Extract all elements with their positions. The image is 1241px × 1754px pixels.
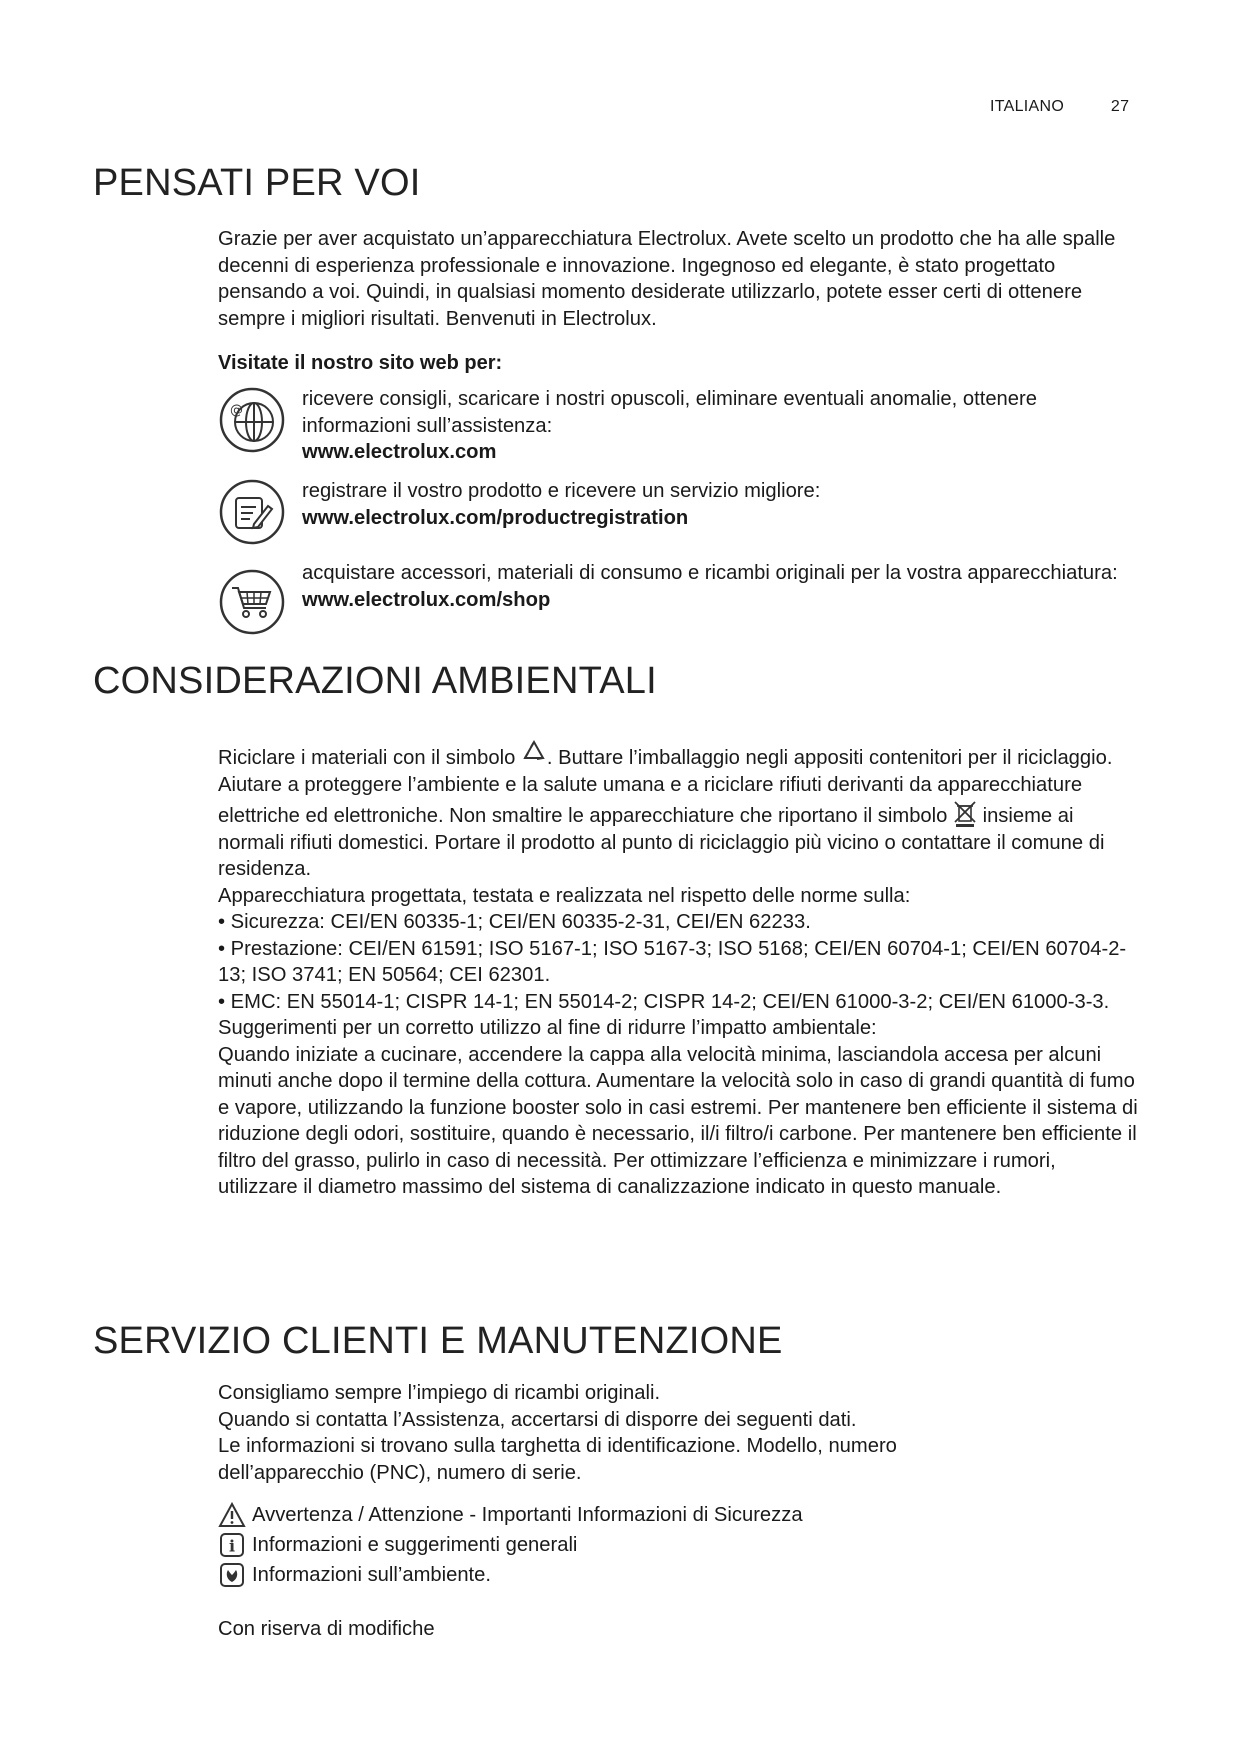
link-description: ricevere consigli, scaricare i nostri opuscoli, eliminare eventuali anomalie, ottenere informazioni sull’assistenza: [302,388,1037,437]
tips-text: Quando iniziate a cucinare, accendere la cappa alla velocità minima, lasciandola accesa per alcuni minuti anche dopo il termine della cottura. Aumentare la velocità solo in caso di grandi quantità di fumo e vapore, utilizzando la funzione booster solo in casi estremi. Per mantenere ben efficiente il sistema di riduzione degli odori, sostituire, quando è necessario, il/i filtro/i carbone. Per mantenere ben efficiente il filtro del grasso, pulirlo in caso di necessità. Per ottimizzare l’efficienza e minimizzare i rumori, utilizzare il diametro massimo del sistema di canalizzazione indicato in questo manuale. [218,1043,1138,1198]
registration-icon [218,478,286,546]
recycle-text-b: . Buttare l’imballaggio negli appositi contenitori per il riciclaggio. [546,747,1113,769]
footer-note: Con riserva di modifiche [218,1618,435,1640]
service-line-1: Consigliamo sempre l’impiego di ricambi originali. [218,1382,661,1404]
service-line-3: Le informazioni si trovano sulla targhetta di identificazione. Modello, numero dell’apparecchio (PNC), numero di serie. [218,1435,897,1484]
tips-intro: Suggerimenti per un corretto utilizzo al fine di ridurre l’impatto ambientale: [218,1017,877,1039]
environment-icon [218,1562,246,1588]
norm-performance: • Prestazione: CEI/EN 61591; ISO 5167-1; ISO 5167-3; ISO 5168; CEI/EN 60704-1; CEI/EN 60704-2-13; ISO 3741; EN 50564; CEI 62301. [218,937,1127,986]
recycling-symbol-icon [521,738,547,770]
link-url-website[interactable]: www.electrolux.com [302,441,497,463]
link-url-shop[interactable]: www.electrolux.com/shop [302,588,551,611]
legend-text: Avvertenza / Attenzione - Importanti Informazioni di Sicurezza [252,1504,803,1526]
crossed-bin-icon [953,798,977,828]
svg-text:i: i [228,1536,236,1556]
section-title-pensati: PENSATI PER VOI [93,162,421,204]
intro-text: Grazie per aver acquistato un’apparecchiatura Electrolux. Avete scelto un prodotto che ha alle spalle decenni di esperienza professionale e innovazione. Ingegnoso ed elegante, è stato progettato pensando a voi. Quindi, in qualsiasi momento desiderate utilizzarlo, potete esser certi di ottenere sempre i migliori risultati. Benvenuti in Electrolux. [218,228,1116,330]
service-body [218,1380,1138,1486]
page-number: 27 [1110,98,1130,115]
legend-text: Informazioni sull’ambiente. [252,1564,491,1586]
link-description: registrare il vostro prodotto e ricevere un servizio migliore: [302,480,821,502]
shopping-cart-icon [218,568,286,636]
legend-item-environment [218,1560,803,1590]
info-icon [218,1532,246,1558]
weee-text-a: Aiutare a proteggere l’ambiente e la salute umana e a riciclare rifiuti derivanti da apparecchiature elettriche ed elettroniche. Non smaltire le apparecchiature che riportano il simbolo [218,773,1083,827]
legend-item-warning [218,1500,803,1530]
service-line-2: Quando si contatta l’Assistenza, accertarsi di disporre dei seguenti dati. [218,1408,857,1431]
legend-text: Informazioni e suggerimenti generali [252,1534,578,1556]
visit-heading: Visitate il nostro sito web per: [218,352,503,374]
link-description: acquistare accessori, materiali di consumo e ricambi originali per la vostra apparecchiatura: [302,562,1118,584]
warning-icon [218,1502,246,1528]
globe-icon [218,386,286,454]
legend-item-info [218,1530,803,1560]
language-label: ITALIANO [990,98,1065,115]
recycle-paragraph [218,738,1138,772]
weee-paragraph [218,772,1138,883]
link-url-registration[interactable]: www.electrolux.com/productregistration [302,506,689,529]
weee-text-b: insieme ai normali rifiuti domestici. Portare il prodotto al punto di riciclaggio più vicino o contattare il comune di residenza. [218,805,1105,880]
page-header [990,98,1129,116]
symbol-legend [218,1500,803,1590]
recycle-text-a: Riciclare i materiali con il simbolo [218,747,516,769]
footer-note-block [218,1616,1138,1643]
norm-emc: • EMC: EN 55014-1; CISPR 14-1; EN 55014-2; CISPR 14-2; CEI/EN 61000-3-2; CEI/EN 61000-3-3. [218,990,1110,1013]
section-title-ambientali: CONSIDERAZIONI AMBIENTALI [93,660,657,702]
section-title-servizio: SERVIZIO CLIENTI E MANUTENZIONE [93,1320,783,1362]
norms-intro: Apparecchiatura progettata, testata e realizzata nel rispetto delle norme sulla: [218,884,911,907]
intro-paragraph [218,226,1138,332]
norm-safety: • Sicurezza: CEI/EN 60335-1; CEI/EN 60335-2-31, CEI/EN 62233. [218,911,811,933]
environment-body [218,738,1138,1201]
svg-text:@: @ [230,403,243,418]
